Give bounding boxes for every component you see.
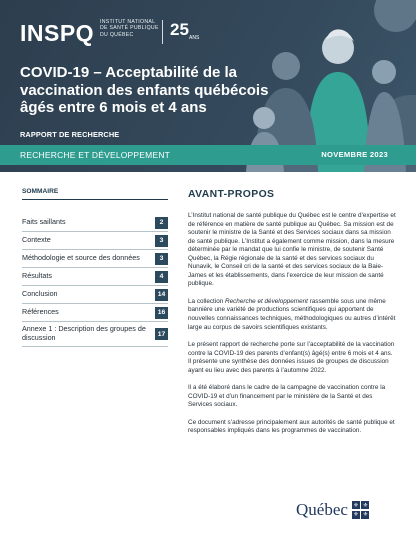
quebec-logo [296,500,369,520]
toc-page-number: 17 [155,328,168,340]
paragraph-text: rassemble sous une même bannière une variété de productions scientifiques qui apportent de nouvelles connaissances techniques, méthodologiques ou autres d’intérêt large au corpus de savoirs scientifiques existants. [188,297,396,331]
anniversary-number: 25 [170,20,189,39]
collection-name: RECHERCHE ET DÉVELOPPEMENT [20,150,171,160]
foreword-paragraph: Ce document s’adresse principalement aux autorités de santé publique et responsables impliqués dans les programmes de vaccination. [188,418,395,435]
inspq-logo-subtitle [100,19,170,38]
toc-item-label: Références [22,307,59,317]
toc-list [22,214,168,347]
toc-item-label: Annexe 1 : Description des groupes de discussion [22,324,146,342]
fleur-de-lis-icon: ⚜ ⚜ ⚜ ⚜ [353,502,369,519]
toc-item-resultats[interactable] [22,268,168,286]
toc-item-label: Conclusion [22,289,58,299]
toc-page-number: 2 [155,217,168,229]
document-title: COVID-19 – Acceptabilité de la vaccination des enfants québécois âgés entre 6 mois et 4 ans [20,64,269,116]
toc-item-contexte[interactable] [22,232,168,250]
toc-item-annexe-1[interactable] [22,322,168,347]
collection-emphasis: Recherche et développement [225,297,308,305]
toc-item-faits-saillants[interactable] [22,214,168,232]
logo-subtitle-line: DU QUÉBEC [100,31,134,38]
foreword-paragraph: Le présent rapport de recherche porte sur l’acceptabilité de la vaccination contre la COVID-19 des parents d’enfant(s) âgé(s) entre 6 mois et 4 ans. Il présente une synthèse des données issues de groupes de discussion ayant eu lieu avec des parents à l’automne 2022. [188,341,395,374]
toc-item-conclusion[interactable] [22,286,168,304]
toc-divider [22,199,168,200]
toc-item-label: Faits saillants [22,217,66,227]
foreword-paragraph: Il a été élaboré dans le cadre de la campagne de vaccination contre la COVID-19 et d’un financement par le ministère de la Santé et des Services sociaux. [188,384,386,409]
toc-item-references[interactable] [22,304,168,322]
foreword-paragraph: L’Institut national de santé publique du Québec est le centre d’expertise et de référence en matière de santé publique au Québec. Sa mission est de soutenir le ministre de la Santé et des Services sociaux dans sa mission de santé publique. L’Institut a également comme mission, dans la mesure déterminée par le mandat que lui confie le ministre, de soutenir Santé Québec, la Régie régionale de la santé et des services sociaux du Nunavik, le Conseil cri de la santé et des services sociaux de la Baie-James et les établissements, dans l’exercice de leur mission de santé publique. [188,212,396,288]
toc-item-label: Résultats [22,271,52,281]
toc-heading: SOMMAIRE [22,188,59,195]
foreword-section [188,189,396,445]
inspq-logo: INSPQ [20,20,95,46]
toc-page-number: 16 [155,307,168,319]
table-of-contents [22,188,168,347]
quebec-logo-text: Québec [296,500,348,519]
toc-page-number: 4 [155,271,168,283]
paragraph-text: La collection [188,297,226,305]
publication-date: NOVEMBRE 2023 [321,150,388,159]
toc-item-label: Contexte [22,235,51,245]
collection-band [0,145,416,165]
anniversary-unit: ANS [189,35,200,41]
toc-item-label: Méthodologie et source des données [22,253,140,263]
toc-item-methodologie[interactable] [22,250,168,268]
logo-subtitle-line: INSTITUT NATIONAL [100,19,156,25]
foreword-heading: AVANT-PROPOS [188,189,275,200]
report-type: RAPPORT DE RECHERCHE [20,130,120,139]
foreword-paragraph [188,298,396,332]
toc-page-number: 14 [155,289,168,301]
toc-page-number: 3 [155,253,168,265]
cover-header [0,0,416,172]
logo-divider [162,20,163,44]
toc-page-number: 3 [155,235,168,247]
logo-subtitle-line: DE SANTÉ PUBLIQUE [100,25,159,32]
